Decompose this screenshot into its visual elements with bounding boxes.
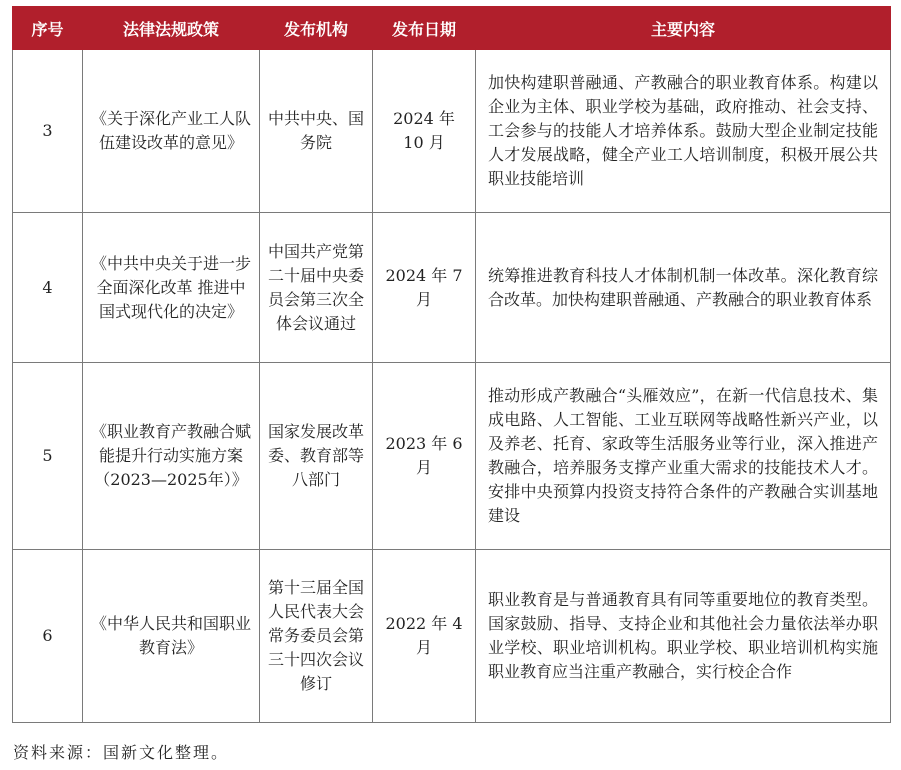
row-content: 统筹推进教育科技人才体制机制一体改革。深化教育综合改革。加快构建职普融通、产教融合的职业教育体系 <box>476 213 891 363</box>
row-issuer: 国家发展改革委、教育部等八部门 <box>260 363 373 549</box>
row-index: 5 <box>13 363 83 549</box>
row-content: 推动形成产教融合“头雁效应”，在新一代信息技术、集成电路、人工智能、工业互联网等战略性新兴产业，以及养老、托育、家政等生活服务业等行业，深入推进产教融合，培养服务支撑产业重大需求的技能技术人才。安排中央预算内投资支持符合条件的产教融合实训基地建设 <box>476 363 891 549</box>
table-row <box>13 50 891 213</box>
table-header-row <box>13 7 891 50</box>
row-issuer: 第十三届全国人民代表大会常务委员会第三十四次会议修订 <box>260 549 373 722</box>
row-policy-title: 《职业教育产教融合赋能提升行动实施方案（2023—2025年）》 <box>83 363 260 549</box>
row-content: 加快构建职普融通、产教融合的职业教育体系。构建以企业为主体、职业学校为基础，政府推动、社会支持、工会参与的技能人才培养体系。鼓励大型企业制定技能人才发展战略，健全产业工人培训制度，积极开展公共职业技能培训 <box>476 50 891 213</box>
header-index: 序号 <box>13 7 83 50</box>
table-row <box>13 213 891 363</box>
header-policy: 法律法规政策 <box>83 7 260 50</box>
header-issuer: 发布机构 <box>260 7 373 50</box>
source-note: 资料来源：国新文化整理。 <box>13 743 230 762</box>
row-policy-title: 《中华人民共和国职业教育法》 <box>83 549 260 722</box>
row-date: 2024 年 10 月 <box>373 50 476 213</box>
row-date: 2022 年 4 月 <box>373 549 476 722</box>
row-index: 3 <box>13 50 83 213</box>
row-issuer: 中国共产党第二十届中央委员会第三次全体会议通过 <box>260 213 373 363</box>
row-policy-title: 《中共中央关于进一步全面深化改革 推进中国式现代化的决定》 <box>83 213 260 363</box>
row-date: 2023 年 6 月 <box>373 363 476 549</box>
policy-table <box>12 6 891 723</box>
row-issuer: 中共中央、国务院 <box>260 50 373 213</box>
table-row <box>13 363 891 549</box>
header-content: 主要内容 <box>476 7 891 50</box>
row-policy-title: 《关于深化产业工人队伍建设改革的意见》 <box>83 50 260 213</box>
row-date: 2024 年 7 月 <box>373 213 476 363</box>
header-date: 发布日期 <box>373 7 476 50</box>
row-index: 6 <box>13 549 83 722</box>
row-index: 4 <box>13 213 83 363</box>
table-row <box>13 549 891 722</box>
row-content: 职业教育是与普通教育具有同等重要地位的教育类型。国家鼓励、指导、支持企业和其他社会力量依法举办职业学校、职业培训机构。职业学校、职业培训机构实施职业教育应当注重产教融合，实行校企合作 <box>476 549 891 722</box>
